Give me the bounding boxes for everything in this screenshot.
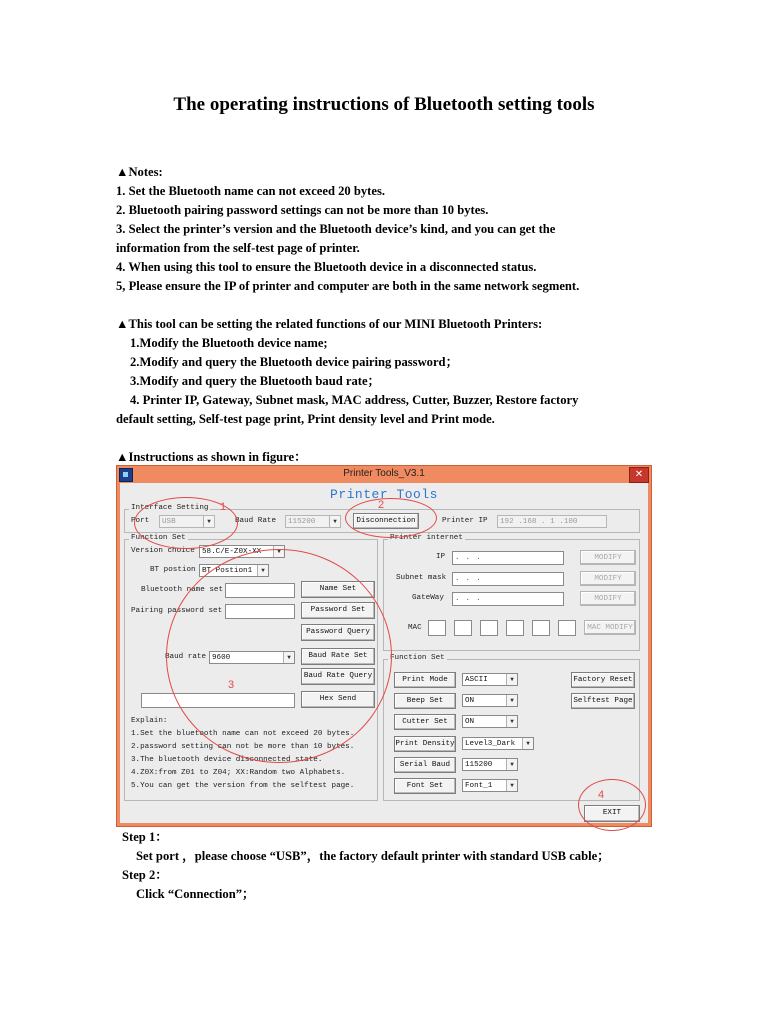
explain-line-5: 5.You can get the version from the selftest page. — [131, 782, 355, 790]
function-set-title: Function Set — [131, 534, 186, 542]
baud-rate-query-button[interactable]: Baud Rate Query — [301, 668, 375, 685]
selftest-page-button[interactable]: Selftest Page — [571, 693, 635, 709]
annotation-number-3: 3 — [228, 679, 235, 691]
printer-ip-field[interactable]: 192 .168 . 1 .100 — [497, 515, 607, 528]
font-value: Font_1 — [465, 782, 493, 790]
beep-select[interactable] — [462, 694, 518, 707]
note-4: 4. When using this tool to ensure the Bluetooth device in a disconnected status. — [116, 260, 537, 274]
gateway-label: GateWay — [412, 594, 444, 602]
font-select[interactable] — [462, 779, 518, 792]
window-client — [120, 483, 648, 823]
step2-text: Click “Connection”； — [136, 887, 255, 901]
gateway-modify-button[interactable]: MODIFY — [580, 591, 636, 606]
mac-field-5[interactable] — [532, 620, 550, 636]
note-2: 2. Bluetooth pairing password settings can not be more than 10 bytes. — [116, 203, 489, 217]
baud-rate-label: Baud Rate — [235, 517, 277, 525]
print-density-select[interactable] — [462, 737, 534, 750]
printer-internet-title: Printer internet — [390, 534, 463, 542]
chevron-down-icon: ▼ — [203, 516, 214, 527]
function-4-cont: default setting, Self-test page print, Print density level and Print mode. — [116, 412, 495, 426]
baud-rate-set-label: Baud rate — [165, 653, 207, 661]
function-4: 4. Printer IP, Gateway, Subnet mask, MAC address, Cutter, Buzzer, Restore factory — [130, 393, 579, 407]
password-set-button[interactable]: Password Set — [301, 602, 375, 619]
window-title: Printer Tools_V3.1 — [343, 468, 425, 479]
printer-tools-window — [116, 465, 652, 827]
printer-internet-group — [383, 534, 640, 651]
mac-field-6[interactable] — [558, 620, 576, 636]
chevron-down-icon: ▼ — [257, 565, 268, 576]
chevron-down-icon: ▼ — [506, 780, 517, 791]
password-query-button[interactable]: Password Query — [301, 624, 375, 641]
mac-modify-button[interactable]: MAC MODIFY — [584, 620, 636, 635]
factory-reset-button[interactable]: Factory Reset — [571, 672, 635, 688]
interface-setting-title: Interface Setting — [131, 504, 209, 512]
step2-title: Step 2： — [122, 868, 168, 882]
beep-set-button[interactable]: Beep Set — [394, 693, 456, 709]
note-3: 3. Select the printer’s version and the Bluetooth device’s kind, and you can get the — [116, 222, 556, 236]
chevron-down-icon: ▼ — [329, 516, 340, 527]
bt-position-label: BT postion — [150, 566, 196, 574]
annotation-number-1: 1 — [220, 501, 227, 513]
explain-line-2: 2.password setting can not be more than 10 bytes. — [131, 743, 355, 751]
banner-title: Printer Tools — [330, 487, 438, 502]
chevron-down-icon: ▼ — [506, 759, 517, 770]
note-3-cont: information from the self-test page of printer. — [116, 241, 360, 255]
serial-baud-button[interactable]: Serial Baud — [394, 757, 456, 773]
chevron-down-icon: ▼ — [273, 546, 284, 557]
function-1: 1.Modify the Bluetooth device name; — [130, 336, 328, 350]
ip-dots: ... — [455, 554, 487, 562]
subnet-mask-label: Subnet mask — [396, 574, 447, 582]
chevron-down-icon: ▼ — [283, 652, 294, 663]
functions-heading: ▲This tool can be setting the related functions of our MINI Bluetooth Printers: — [116, 317, 543, 331]
annotation-circle-3 — [166, 549, 392, 763]
annotation-circle-4 — [578, 779, 646, 831]
document-title: The operating instructions of Bluetooth setting tools — [173, 94, 595, 115]
gateway-field[interactable] — [452, 592, 564, 606]
annotation-number-2: 2 — [378, 499, 385, 511]
mac-field-4[interactable] — [506, 620, 524, 636]
exit-button[interactable]: EXIT — [584, 805, 640, 822]
print-mode-value: ASCII — [465, 676, 488, 684]
mac-field-1[interactable] — [428, 620, 446, 636]
printer-ip-label: Printer IP — [442, 517, 488, 525]
subnet-modify-button[interactable]: MODIFY — [580, 571, 636, 586]
hex-send-button[interactable]: Hex Send — [301, 691, 375, 708]
annotation-number-4: 4 — [598, 789, 605, 801]
subnet-mask-field[interactable] — [452, 572, 564, 586]
note-1: 1. Set the Bluetooth name can not exceed 20 bytes. — [116, 184, 385, 198]
baud-rate-set-button[interactable]: Baud Rate Set — [301, 648, 375, 665]
step1-title: Step 1： — [122, 830, 168, 844]
print-density-value: Level3_Dark — [465, 740, 516, 748]
figure-heading: ▲Instructions as shown in figure： — [116, 450, 307, 464]
cutter-set-button[interactable]: Cutter Set — [394, 714, 456, 730]
pairing-password-label: Pairing password set — [131, 607, 223, 615]
gateway-dots: ... — [455, 595, 487, 603]
explain-title: Explain: — [131, 717, 168, 725]
mac-field-3[interactable] — [480, 620, 498, 636]
chevron-down-icon: ▼ — [506, 674, 517, 685]
chevron-down-icon: ▼ — [522, 738, 533, 749]
cutter-select[interactable] — [462, 715, 518, 728]
serial-baud-select[interactable] — [462, 758, 518, 771]
port-value: USB — [162, 518, 176, 526]
explain-line-3: 3.The bluetooth device disconnected state. — [131, 756, 323, 764]
print-mode-select[interactable] — [462, 673, 518, 686]
beep-value: ON — [465, 697, 475, 705]
function-set-right-title: Function Set — [390, 654, 445, 662]
notes-heading: ▲Notes: — [116, 165, 163, 179]
bluetooth-name-label: Bluetooth name set — [141, 586, 224, 594]
mac-label: MAC — [408, 624, 422, 632]
close-button[interactable]: ✕ — [629, 467, 649, 483]
chevron-down-icon: ▼ — [506, 716, 517, 727]
explain-line-1: 1.Set the bluetooth name can not exceed 20 bytes. — [131, 730, 355, 738]
baud-rate-select[interactable] — [285, 515, 341, 528]
explain-line-4: 4.Z0X:from Z01 to Z04; XX:Random two Alphabets. — [131, 769, 346, 777]
print-density-button[interactable]: Print Density — [394, 736, 456, 752]
bt-position-value: BT Postion1 — [202, 567, 253, 575]
port-label: Port — [131, 517, 150, 525]
baud-rate-value: 115200 — [288, 518, 316, 526]
font-set-button[interactable]: Font Set — [394, 778, 456, 794]
annotation-circle-2 — [345, 498, 437, 538]
print-mode-button[interactable]: Print Mode — [394, 672, 456, 688]
ip-field[interactable] — [452, 551, 564, 565]
version-choice-value: 58.C/E-Z0X-XX — [202, 548, 262, 556]
serial-baud-value: 115200 — [465, 761, 493, 769]
version-choice-label: Version choice — [131, 547, 195, 555]
function-2: 2.Modify and query the Bluetooth device pairing password； — [130, 355, 459, 369]
window-titlebar — [117, 466, 651, 483]
function-3: 3.Modify and query the Bluetooth baud rate； — [130, 374, 381, 388]
cutter-value: ON — [465, 718, 475, 726]
name-set-button[interactable]: Name Set — [301, 581, 375, 598]
ip-modify-button[interactable]: MODIFY — [580, 550, 636, 565]
disconnection-button[interactable]: Disconnection — [353, 513, 419, 529]
note-5: 5, Please ensure the IP of printer and computer are both in the same network segment. — [116, 279, 580, 293]
step1-text: Set port ，please choose “USB”，the factory default printer with standard USB cable； — [136, 849, 610, 863]
subnet-dots: ... — [455, 575, 487, 583]
ip-label: IP — [436, 553, 446, 561]
baud-rate-set-value: 9600 — [212, 654, 231, 662]
chevron-down-icon: ▼ — [506, 695, 517, 706]
mac-field-2[interactable] — [454, 620, 472, 636]
